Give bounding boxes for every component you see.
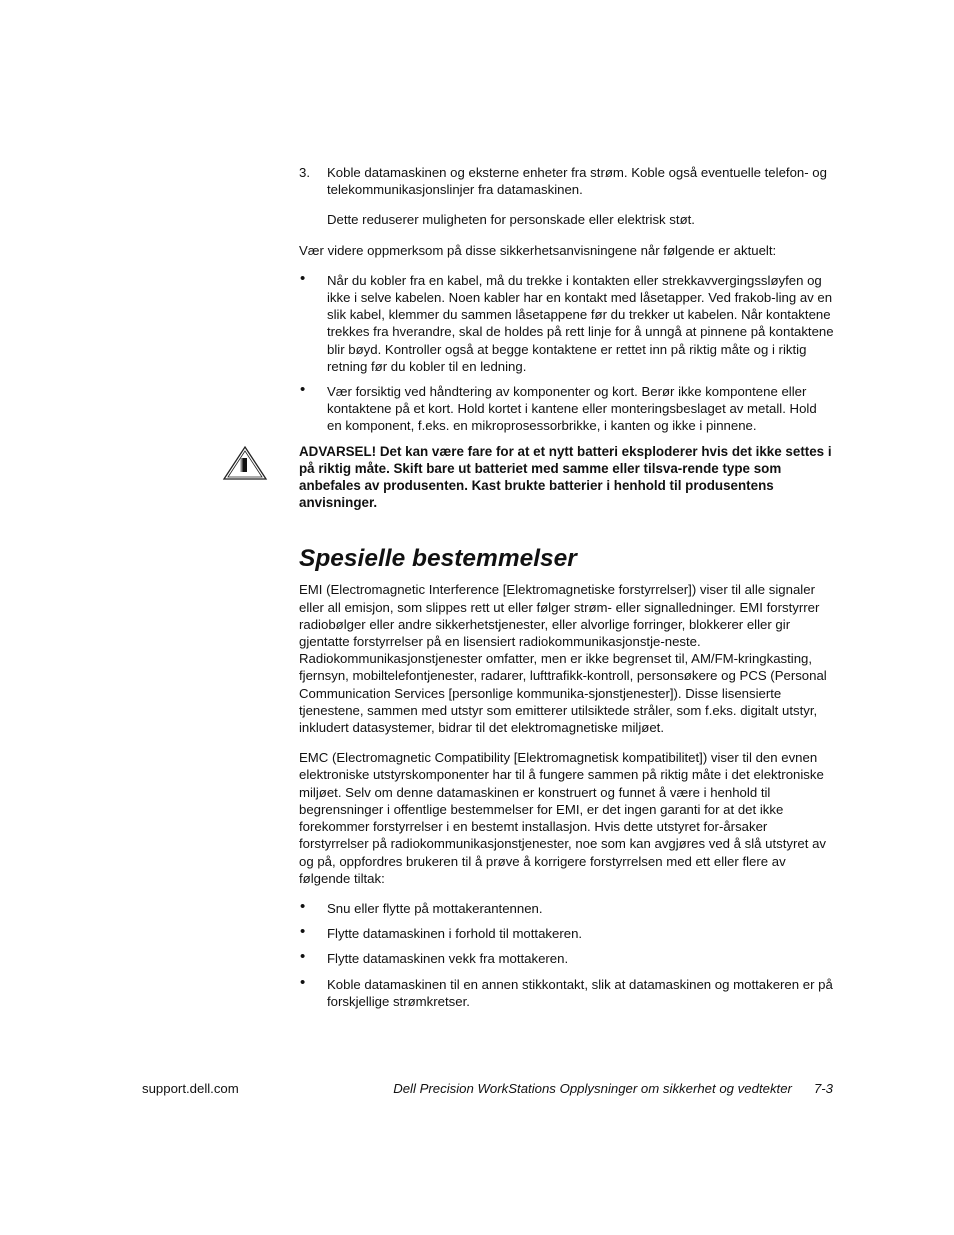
list-item-text: Når du kobler fra en kabel, må du trekke i kontakten eller strekkavvergingssløyfen og ikke i selve kabelen. Noen kabler har en kontakt med låsetapper. Ved frakob-ling av en slik kabel, klemmer du sammen låsetappene før du trekker ut kabelen. Når kontaktene trekkes fra hverandre, skal de holdes på rett linje for å unngå at pinnene på kontaktene blir bøyd. Kontroller også at begge kontaktene er rettet inn på riktig måte og i riktig retning før du kobler til en ledning.	[327, 272, 834, 374]
list-item-text: Snu eller flytte på mottakerantennen.	[327, 900, 543, 916]
list-item	[299, 269, 834, 375]
warning-triangle-icon	[222, 445, 268, 481]
emi-paragraph: EMI (Electromagnetic Interference [Elektromagnetiske forstyrrelser]) viser til alle signaler eller all emisjon, som slippes rett ut eller følger strøm- eller signalledninger. EMI forstyrrer radiobølger eller andre sikkerhetstjenester, eller alvorlige forringer, blokkerer eller gir gjentatte forstyrrelser på en lisensiert radiokommunikasjonstje-neste. Radiokommunikasjonstjenester omfatter, men er ikke begrenset til, AM/FM-kringkasting, fjernsyn, mobiltelefontjenester, radarer, lufttrafikk-kontroll, personsøkere og PCS (Personal Communication Services [personlige kommunika-sjonstjenester]). Disse lisensierte tjenestene, sammen med utstyr som emitterer utilsiktede stråler, som f.eks. digitalt utstyr, inkludert datasystemer, bidrar til det elektromagnetiske miljøet.	[299, 582, 827, 736]
step-3-text: Koble datamaskinen og eksterne enheter fra strøm. Koble også eventuelle telefon- og telekommunikasjonslinjer fra datamaskinen.	[327, 165, 827, 198]
safety-bullet-list	[299, 269, 834, 435]
warning-notice	[299, 443, 834, 512]
footer-url: support.dell.com	[142, 1081, 239, 1096]
bullet-icon: •	[300, 381, 306, 399]
measures-bullet-list	[299, 897, 834, 1010]
bullet-icon: •	[300, 948, 306, 966]
bullet-icon: •	[300, 897, 306, 915]
step-3	[299, 164, 834, 198]
section-title: Spesielle bestemmelser	[299, 545, 577, 573]
step-3-note: Dette reduserer muligheten for personskade eller elektrisk støt.	[327, 212, 695, 228]
warning-text: ADVARSEL! Det kan være fare for at et nytt batteri eksploderer hvis det ikke settes i på riktig måte. Skift bare ut batteriet med samme eller tilsva-rende type som anbefales av produsenten. Kast brukte batterier i henhold til produsentens anvisninger.	[299, 443, 832, 511]
step-number: 3.	[299, 165, 310, 180]
bullet-icon: •	[300, 973, 306, 991]
list-item	[299, 897, 834, 917]
page-number: 7-3	[813, 1081, 833, 1096]
list-item-text: Koble datamaskinen til en annen stikkontakt, slik at datamaskinen og mottakeren er på forskjellige strømkretser.	[327, 976, 833, 1009]
list-item-text: Vær forsiktig ved håndtering av komponenter og kort. Berør ikke kompontene eller kontaktene på et kort. Hold kortet i kantene eller monteringsbeslaget av metall. Hold en komponent, f.eks. en mikroprosessorbrikke, i kanten og ikke i pinnene.	[327, 384, 817, 434]
list-item	[299, 950, 834, 967]
list-item-text: Flytte datamaskinen vekk fra mottakeren.	[327, 951, 569, 967]
footer-title: Dell Precision WorkStations Opplysninger om sikkerhet og vedtekter	[393, 1081, 792, 1096]
list-item	[299, 925, 834, 942]
intro-paragraph: Vær videre oppmerksom på disse sikkerhetsanvisningene når følgende er aktuelt:	[299, 242, 777, 258]
list-item-text: Flytte datamaskinen i forhold til mottakeren.	[327, 926, 583, 942]
bullet-icon: •	[300, 269, 306, 287]
list-item	[299, 973, 834, 1010]
emc-paragraph: EMC (Electromagnetic Compatibility [Elektromagnetisk kompatibilitet]) viser til den evnen elektroniske utstyrskomponenter har til å fungere sammen på riktig måte i det elektroniske miljøet. Selv om denne datamaskinen er konstruert og funnet å være i henhold til begrensninger i offentlige bestemmelser for EMI, er det ingen garanti for at det ikke forekommer forstyrrelser i en bestemt installasjon. Hvis dette utstyret for-årsaker forstyrrelser på radiokommunikasjonstjenester, noe som kan avgjøres ved å slå utstyret av og på, oppfordres brukeren til å prøve å korrigere forstyrrelsen med ett eller flere av følgende tiltak:	[299, 750, 826, 886]
list-item	[299, 383, 834, 435]
footer-title-group	[393, 1080, 833, 1097]
document-body	[299, 164, 834, 1018]
bullet-icon: •	[300, 923, 306, 941]
